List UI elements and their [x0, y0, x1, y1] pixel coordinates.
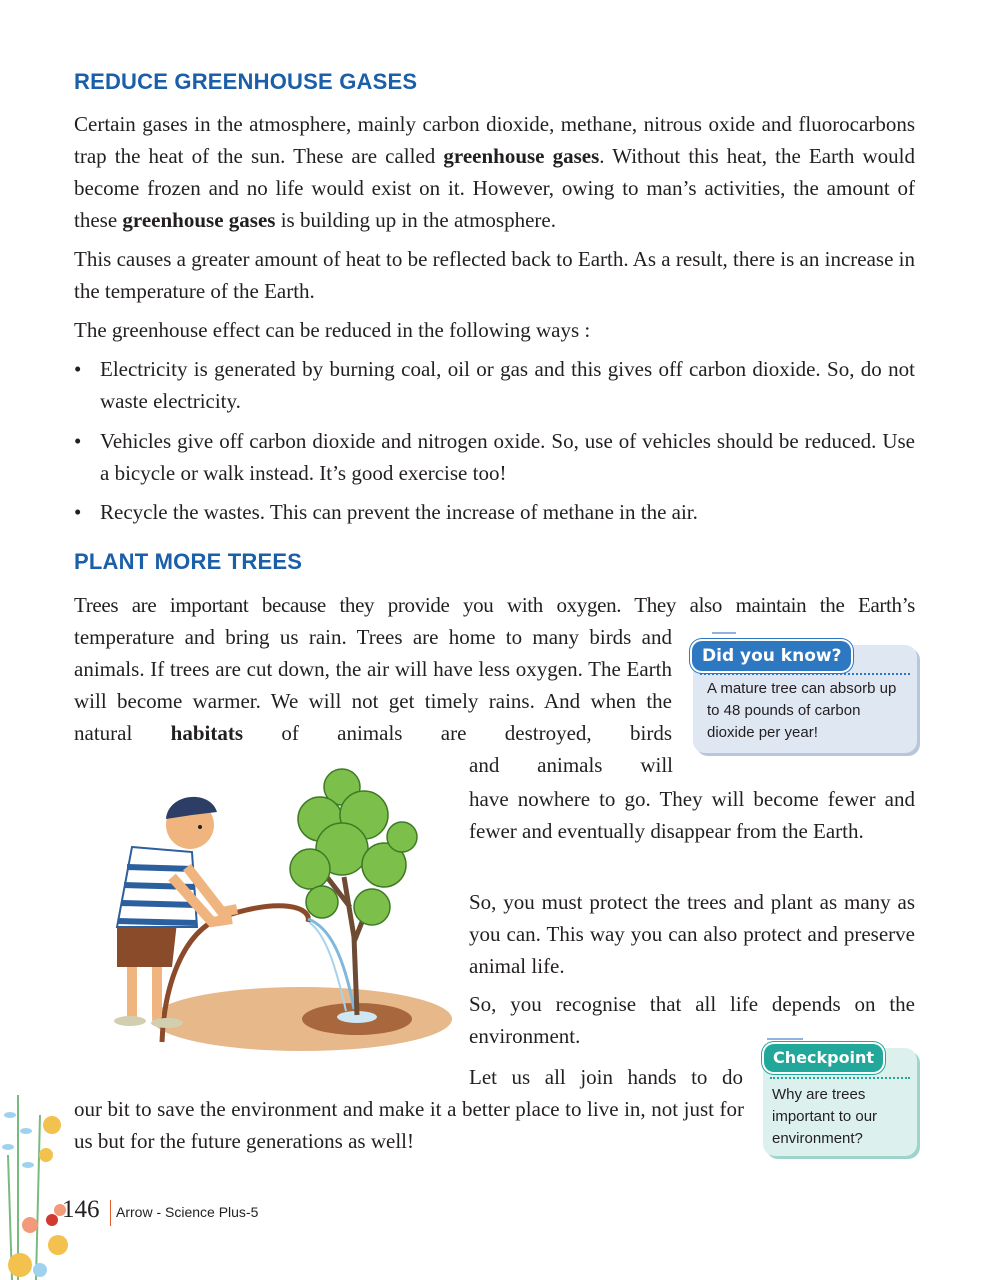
paragraph-trees-important: temperature and bring us rain. Trees are home to many birds and animals. If trees are cut down, the air will have less oxygen. The Earth will become warmer. We will not get timely rains. And when the natural habitats of animals are destroyed, birds [74, 625, 672, 745]
paragraph-trees-line: and animals will [469, 753, 673, 777]
decorative-line [712, 632, 736, 634]
paragraph-life-depends: So, you recognise that all life depends on the environment. [469, 992, 915, 1048]
term-greenhouse-gases: greenhouse gases [122, 208, 276, 232]
list-item [74, 353, 915, 417]
footer-divider [110, 1200, 111, 1226]
list-item-text: Vehicles give off carbon dioxide and nitrogen oxide. So, use of vehicles should be reduced. Use a bicycle or walk instead. It’s good exercise too! [100, 429, 915, 485]
paragraph-ways-intro: The greenhouse effect can be reduced in the following ways : [74, 318, 591, 342]
checkpoint-question: Why are trees important to our environment? [772, 1086, 878, 1147]
decorative-flowers [0, 1095, 72, 1280]
boy-watering-tree-illustration [72, 757, 452, 1057]
paragraph-trees-first-line: Trees are important because they provide you with oxygen. They also maintain the Earth’s [74, 593, 915, 617]
list-item-text: Recycle the wastes. This can prevent the increase of methane in the air. [100, 500, 698, 524]
paragraph-join-hands-line: Let us all join hands to do [469, 1065, 743, 1089]
bullet-dot: • [74, 500, 82, 524]
paragraph-nowhere-to-go: have nowhere to go. They will become fewer and fewer and eventually disappear from the Earth. [469, 787, 915, 843]
bullet-dot: • [74, 357, 82, 381]
paragraph-heat-reflected: This causes a greater amount of heat to be reflected back to Earth. As a result, there is an increase in the temperature of the Earth. [74, 247, 915, 303]
did-you-know-text: A mature tree can absorb up to 48 pounds of carbon dioxide per year! [707, 680, 897, 741]
paragraph-greenhouse-gases: Certain gases in the atmosphere, mainly carbon dioxide, methane, nitrous oxide and fluorocarbons trap the heat of the sun. These are called greenhouse gases. Without this heat, the Earth would become frozen and no life would exist on it. However, owing to man’s activities, the amount of these greenhouse gases is building up in the atmosphere. [74, 112, 915, 232]
term-greenhouse-gases: greenhouse gases [443, 144, 600, 168]
list-item [74, 496, 915, 528]
decorative-line [767, 1038, 803, 1040]
dotted-divider [770, 1077, 910, 1079]
page-number: 146 [62, 1196, 100, 1223]
paragraph-protect-trees: So, you must protect the trees and plant as many as you can. This way you can also protect and preserve animal life. [469, 890, 915, 978]
term-habitats: habitats [170, 721, 243, 745]
paragraph-save-environment: our bit to save the environment and make it a better place to live in, not just for us but for the future generations as well! [74, 1097, 744, 1153]
list-item [74, 425, 915, 489]
checkpoint-title: Checkpoint [764, 1044, 883, 1072]
did-you-know-title: Did you know? [692, 641, 851, 671]
dotted-divider [700, 673, 910, 675]
bullet-dot: • [74, 429, 82, 453]
section-heading-plant-more-trees: PLANT MORE TREES [74, 549, 303, 574]
book-title: Arrow - Science Plus-5 [116, 1204, 259, 1220]
list-item-text: Electricity is generated by burning coal, oil or gas and this gives off carbon dioxide. So, do not waste electricity. [100, 357, 915, 413]
section-heading-reduce-greenhouse-gases: REDUCE GREENHOUSE GASES [74, 69, 418, 94]
